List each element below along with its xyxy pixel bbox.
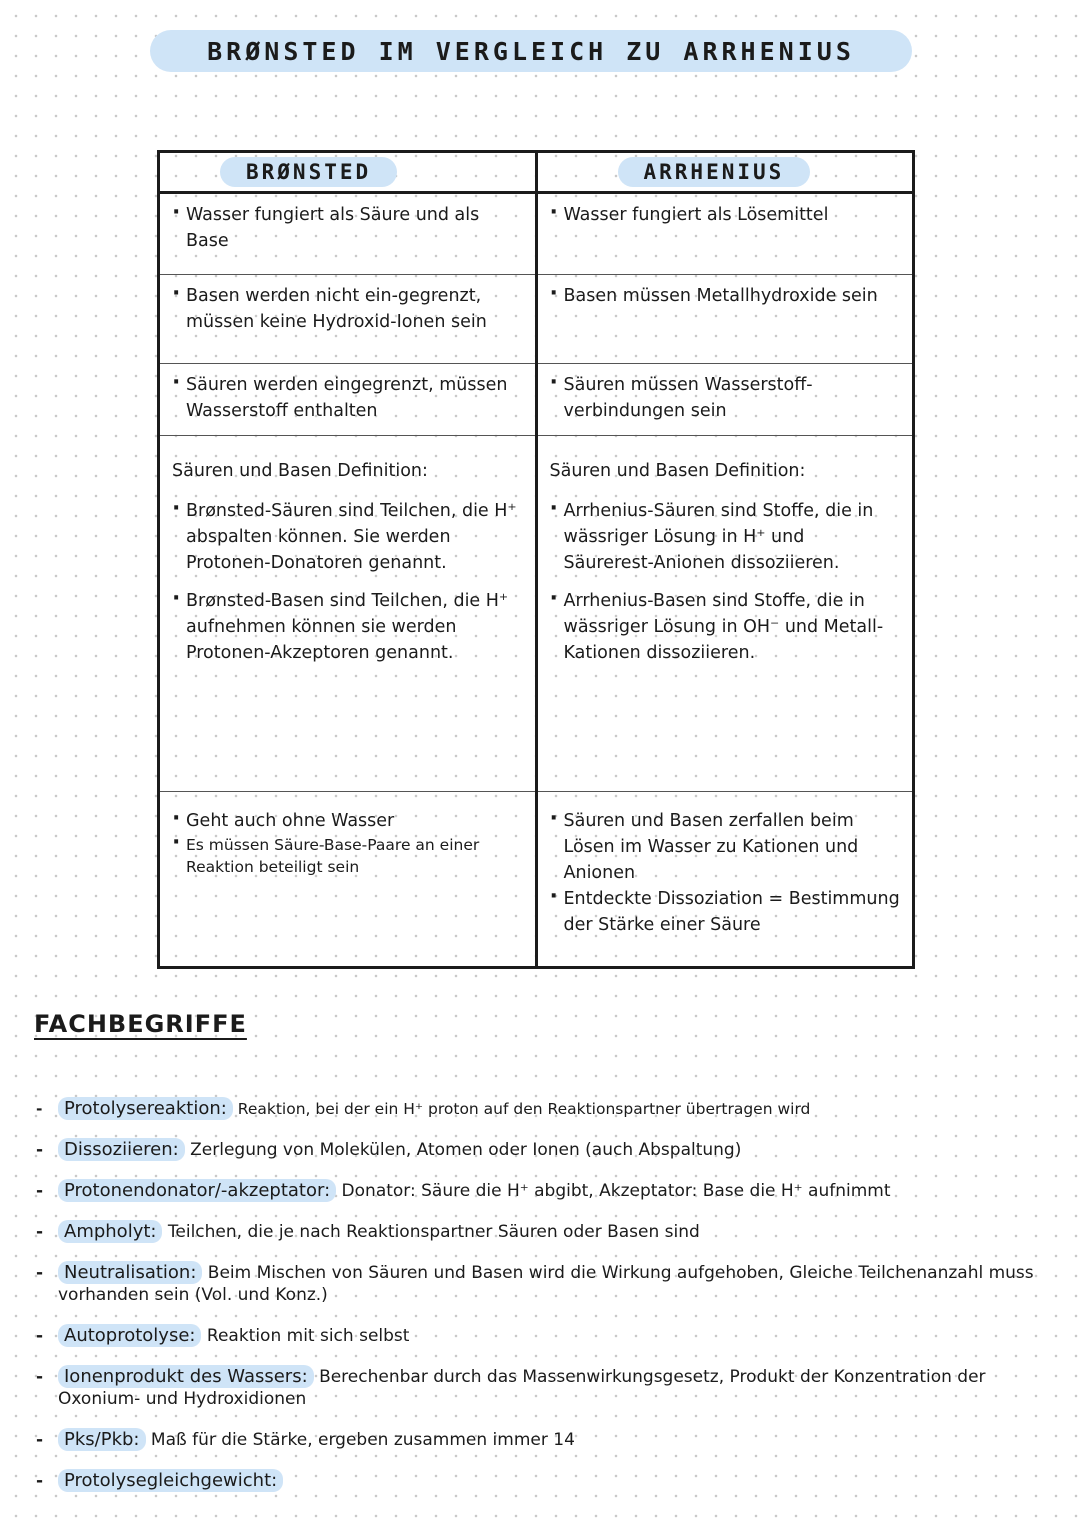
extra-item: · Säuren und Basen zerfallen beim Lösen im Wasser zu Kationen und Anionen <box>550 808 901 886</box>
definition-title: Säuren und Basen Definition: <box>172 461 428 481</box>
term-text: Donator: Säure die H⁺ abgibt, Akzeptator: Base die H⁺ aufnimmt <box>341 1181 891 1201</box>
term-name: Pks/Pkb: <box>58 1428 146 1451</box>
cell-bronsted <box>159 364 537 436</box>
cell-text: · Basen müssen Metallhydroxide sein <box>550 283 901 309</box>
extra-item: · Geht auch ohne Wasser <box>172 808 523 834</box>
cell-bronsted <box>159 193 537 275</box>
header-bronsted <box>159 152 537 193</box>
term-text: Zerlegung von Molekülen, Atomen oder Ionen (auch Abspaltung) <box>190 1140 742 1160</box>
table-row <box>159 193 914 275</box>
term-item <box>36 1429 1066 1451</box>
term-list <box>36 1098 1066 1511</box>
term-name: Protolysegleichgewicht: <box>58 1469 283 1492</box>
term-text: Berechenbar durch das Massenwirkungsgesetz, Produkt der Konzentration der Oxonium- und Hydroxidionen <box>58 1367 986 1409</box>
term-item <box>36 1325 1066 1347</box>
cell-text: · Wasser fungiert als Säure und als Base <box>172 202 523 254</box>
term-text: Beim Mischen von Säuren und Basen wird die Wirkung aufgehoben, Gleiche Teilchenanzahl muss vorhanden sein (Vol. und Konz.) <box>58 1263 1034 1305</box>
term-name: Ionenprodukt des Wassers: <box>58 1365 314 1388</box>
term-name: Autoprotolyse: <box>58 1324 201 1347</box>
cell-arrhenius <box>536 193 914 275</box>
term-text: Teilchen, die je nach Reaktionspartner Säuren oder Basen sind <box>167 1222 700 1242</box>
extra-item: · Es müssen Säure-Base-Paare an einer Reaktion beteiligt sein <box>172 834 523 878</box>
term-text: Maß für die Stärke, ergeben zusammen immer 14 <box>150 1430 575 1450</box>
cell-bronsted <box>159 275 537 364</box>
definition-title: Säuren und Basen Definition: <box>549 461 806 481</box>
section-heading-fachbegriffe: FACHBEGRIFFE <box>34 1010 247 1038</box>
term-name: Neutralisation: <box>58 1261 202 1284</box>
table-header-row <box>159 152 914 193</box>
term-item <box>36 1366 1066 1410</box>
page-title-text: BRØNSTED IM VERGLEICH ZU ARRHENIUS <box>207 36 855 66</box>
definition-item: · Brønsted-Basen sind Teilchen, die H⁺ aufnehmen können sie werden Protonen-Akzeptoren genannt. <box>172 588 523 666</box>
extra-item: · Entdeckte Dissoziation = Bestimmung der Stärke einer Säure <box>550 886 901 938</box>
page-title <box>150 30 912 72</box>
term-item <box>36 1139 1066 1161</box>
term-name: Dissoziieren: <box>58 1138 185 1161</box>
cell-arrhenius-definition <box>536 436 914 792</box>
cell-arrhenius-extra <box>536 792 914 968</box>
header-arrhenius <box>536 152 914 193</box>
cell-text: · Basen werden nicht ein-gegrenzt, müssen keine Hydroxid-Ionen sein <box>172 283 523 335</box>
definition-row <box>159 436 914 792</box>
table-row <box>159 364 914 436</box>
cell-text: · Säuren werden eingegrenzt, müssen Wasserstoff enthalten <box>172 372 523 424</box>
extra-row <box>159 792 914 968</box>
term-item <box>36 1470 1066 1492</box>
cell-bronsted-definition <box>159 436 537 792</box>
definition-item: · Arrhenius-Säuren sind Stoffe, die in wässriger Lösung in H⁺ und Säurerest-Anionen dissoziieren. <box>550 498 901 576</box>
cell-text: · Wasser fungiert als Lösemittel <box>550 202 901 228</box>
term-text: Reaktion, bei der ein H⁺ proton auf den Reaktionspartner übertragen wird <box>237 1100 811 1118</box>
header-bronsted-label: BRØNSTED <box>220 157 397 187</box>
term-name: Ampholyt: <box>58 1220 162 1243</box>
cell-arrhenius <box>536 275 914 364</box>
comparison-table <box>157 150 915 969</box>
cell-text: · Säuren müssen Wasserstoff-verbindungen sein <box>550 372 901 424</box>
term-text: Reaktion mit sich selbst <box>206 1326 410 1346</box>
term-item <box>36 1262 1066 1306</box>
cell-arrhenius <box>536 364 914 436</box>
term-name: Protonendonator/-akzeptator: <box>58 1179 336 1202</box>
term-name: Protolysereaktion: <box>58 1097 233 1120</box>
term-item <box>36 1098 1066 1120</box>
definition-item: · Arrhenius-Basen sind Stoffe, die in wässriger Lösung in OH⁻ und Metall-Kationen dissoziieren. <box>550 588 901 666</box>
table-row <box>159 275 914 364</box>
term-item <box>36 1221 1066 1243</box>
definition-item: · Brønsted-Säuren sind Teilchen, die H⁺ abspalten können. Sie werden Protonen-Donatoren genannt. <box>172 498 523 576</box>
term-item <box>36 1180 1066 1202</box>
cell-bronsted-extra <box>159 792 537 968</box>
header-arrhenius-label: ARRHENIUS <box>618 157 811 187</box>
